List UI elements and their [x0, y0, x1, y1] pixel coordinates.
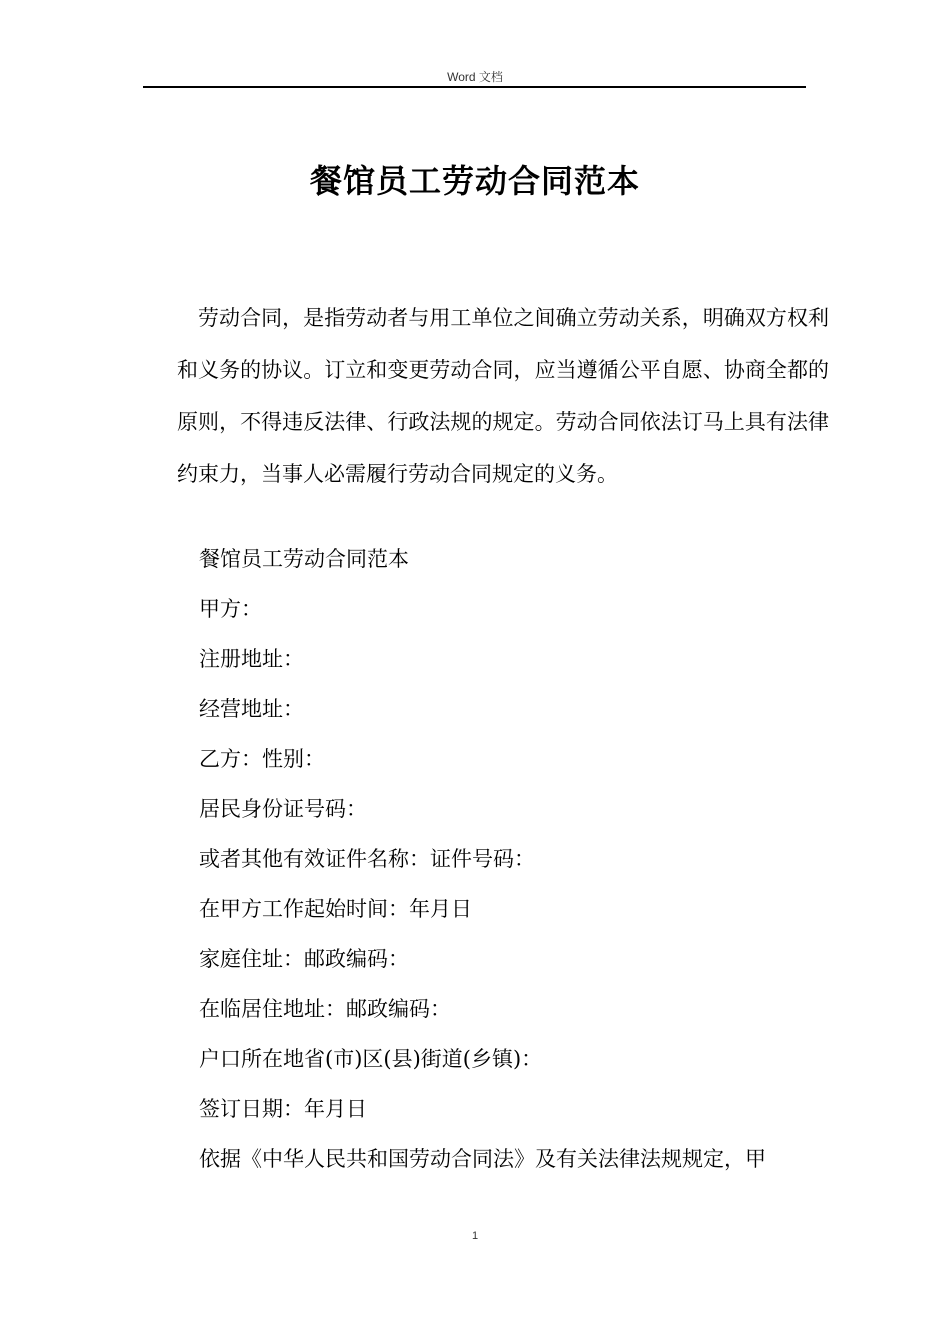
contract-line: 在临居住地址：邮政编码：: [199, 997, 451, 1021]
header-divider: [143, 86, 806, 88]
contract-line: 注册地址：: [199, 647, 304, 671]
contract-line: 户口所在地省(市)区(县)街道(乡镇)：: [199, 1047, 543, 1071]
contract-line: 家庭住址：邮政编码：: [199, 947, 409, 971]
contract-line: 餐馆员工劳动合同范本: [199, 547, 409, 571]
contract-line: 经营地址：: [199, 697, 304, 721]
contract-field-list: [199, 534, 829, 1184]
intro-paragraph: 劳动合同，是指劳动者与用工单位之间确立劳动关系，明确双方权利和义务的协议。订立和变更劳动合同，应当遵循公平自愿、协商全都的原则，不得违反法律、行政法规的规定。劳动合同依法订马上具有法律约束力，当事人必需履行劳动合同规定的义务。: [177, 306, 829, 486]
contract-line: 居民身份证号码：: [199, 797, 367, 821]
contract-line: 在甲方工作起始时间：年月日: [199, 897, 472, 921]
document-title: 餐馆员工劳动合同范本: [309, 162, 640, 200]
page-header-label: Word 文档: [447, 70, 503, 84]
contract-line: 依据《中华人民共和国劳动合同法》及有关法律法规规定，甲: [199, 1147, 766, 1171]
contract-line: 或者其他有效证件名称：证件号码：: [199, 847, 535, 871]
contract-line: 甲方：: [199, 597, 262, 621]
contract-line: 乙方：性别：: [199, 747, 325, 771]
page-number: 1: [471, 1230, 479, 1242]
contract-line: 签订日期：年月日: [199, 1097, 367, 1121]
